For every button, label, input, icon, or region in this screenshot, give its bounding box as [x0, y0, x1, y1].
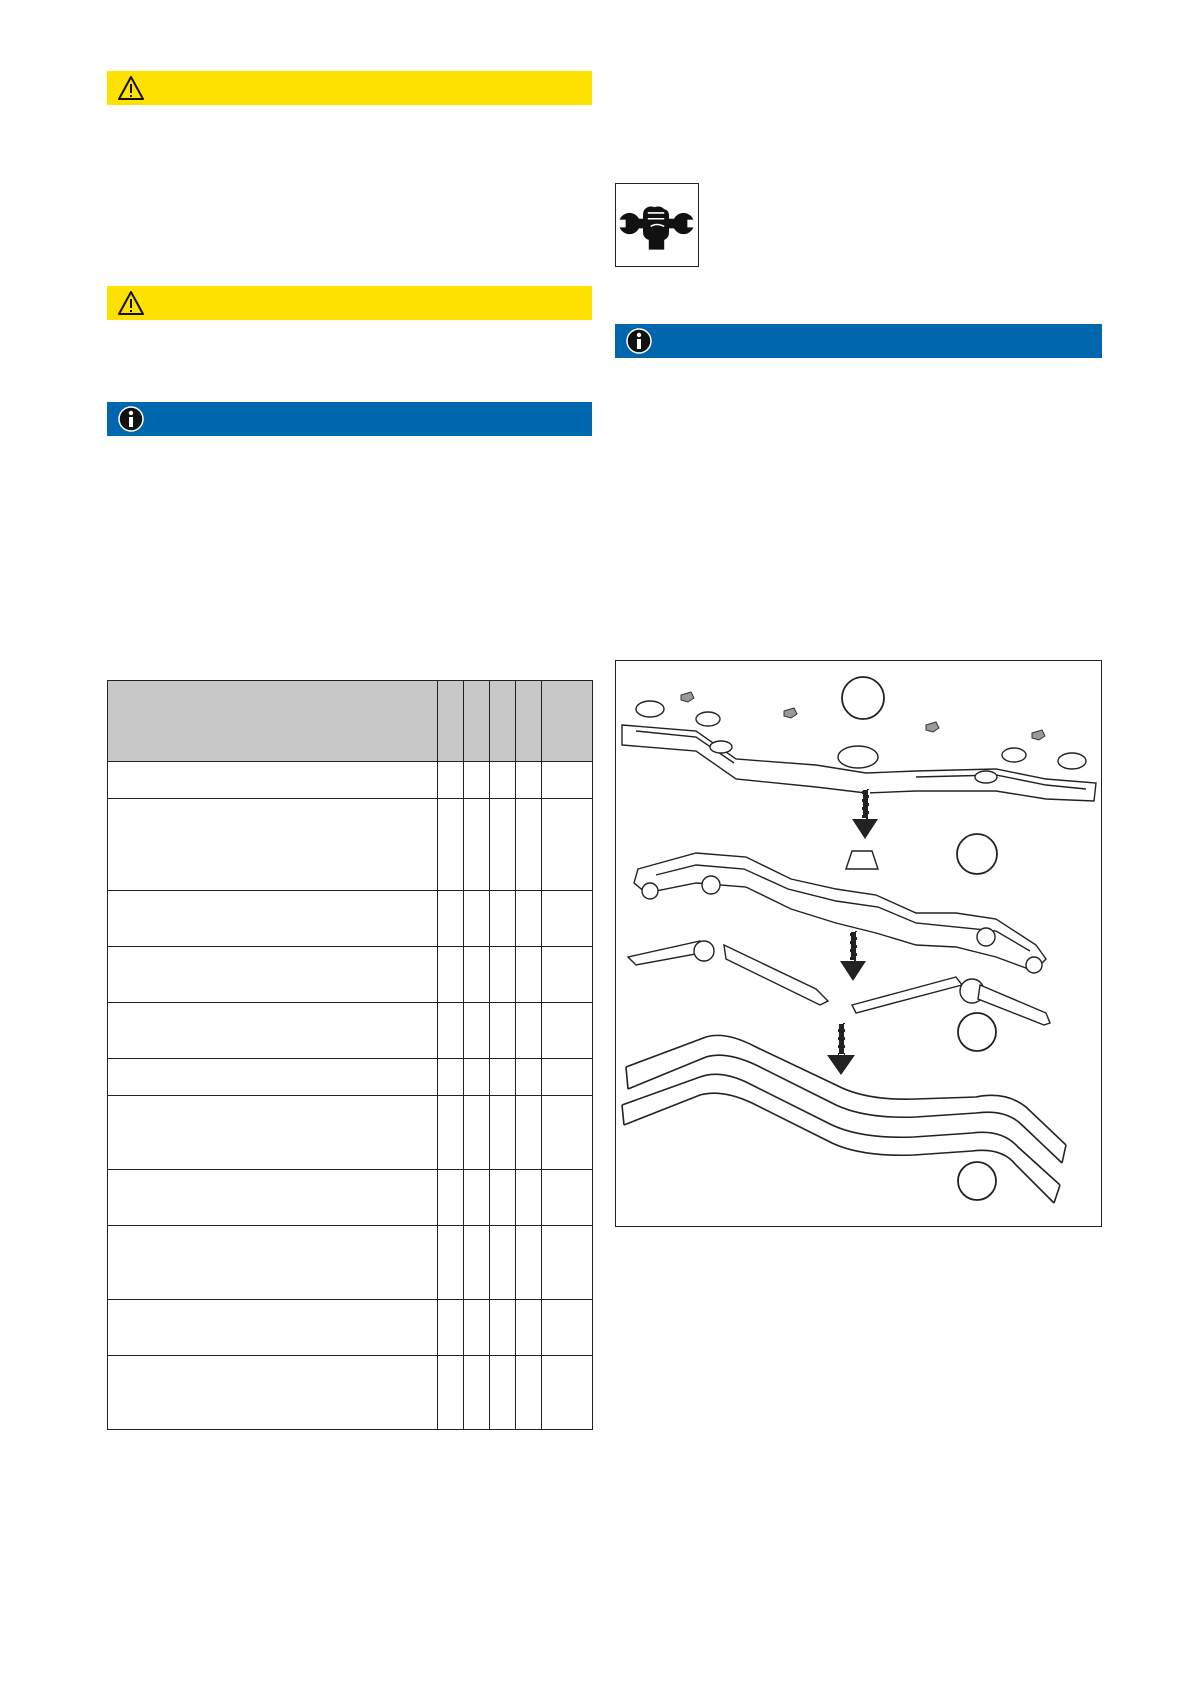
wrench-in-fist-icon: [616, 184, 697, 265]
table-row: [108, 1170, 593, 1226]
table-header-cell: [438, 681, 464, 762]
table-row: [108, 799, 593, 891]
table-header-cell: [108, 681, 438, 762]
down-arrow-icon: [852, 789, 878, 839]
table-header-cell: [542, 681, 593, 762]
maintenance-pictogram: [615, 183, 699, 267]
table-row: [108, 1059, 593, 1096]
table-row: [108, 762, 593, 799]
down-arrow-icon: [827, 1023, 855, 1075]
assembly-illustration: [616, 661, 1100, 1225]
table-row: [108, 1226, 593, 1300]
table-header-cell: [464, 681, 490, 762]
warning-triangle-icon: [117, 289, 145, 317]
info-circle-icon: [625, 327, 653, 355]
down-arrow-icon: [840, 931, 866, 981]
assembly-figure: [615, 660, 1102, 1227]
table-row: [108, 1356, 593, 1430]
callout-2: [957, 834, 997, 874]
warning-banner-1: [107, 71, 592, 105]
info-circle-icon: [117, 405, 145, 433]
callout-1: [842, 677, 884, 719]
table-row: [108, 891, 593, 947]
table-header-cell: [516, 681, 542, 762]
info-banner-right: [615, 324, 1102, 358]
info-banner-left: [107, 402, 592, 436]
callout-3: [958, 1013, 996, 1051]
table-row: [108, 1096, 593, 1170]
warning-triangle-icon: [117, 74, 145, 102]
table-row: [108, 1300, 593, 1356]
warning-banner-2: [107, 286, 592, 320]
table-row: [108, 947, 593, 1003]
maintenance-table: [107, 680, 593, 1430]
callout-4: [958, 1162, 996, 1200]
table-row: [108, 1003, 593, 1059]
table-header-row: [108, 681, 593, 762]
table-header-cell: [490, 681, 516, 762]
